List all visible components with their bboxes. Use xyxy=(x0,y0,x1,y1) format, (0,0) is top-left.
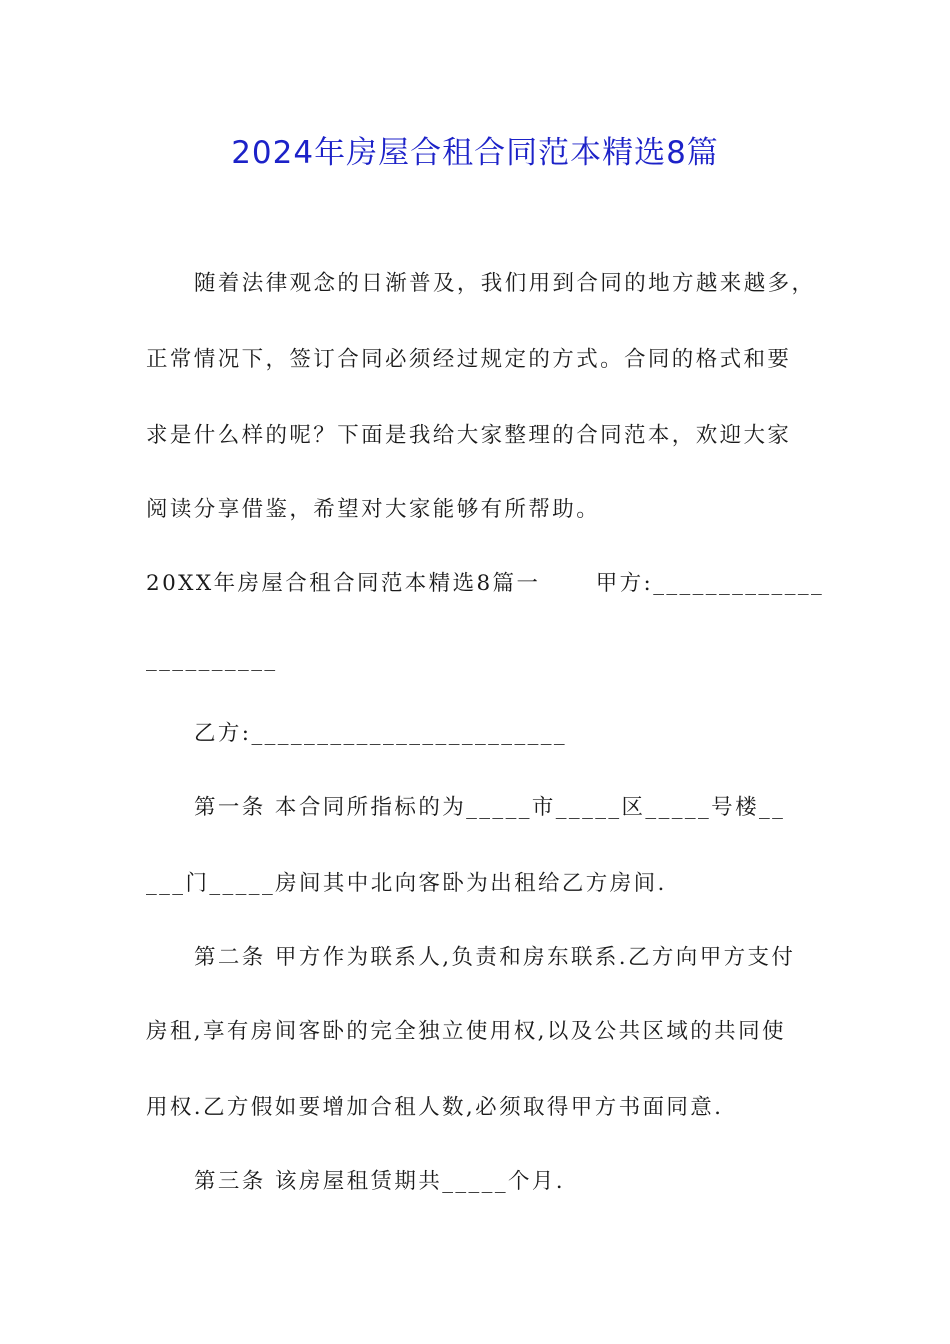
intro-line-2: 正常情况下，签订合同必须经过规定的方式。合同的格式和要 xyxy=(146,347,792,372)
document-title: 2024年房屋合租合同范本精选8篇 xyxy=(231,135,719,171)
intro-line-1: 随着法律观念的日渐普及，我们用到合同的地方越来越多， xyxy=(194,271,816,296)
intro-line-4: 阅读分享借鉴，希望对大家能够有所帮助。 xyxy=(146,497,601,522)
clause-1-line-1: 第一条 本合同所指标的为_____市_____区_____号楼__ xyxy=(194,795,786,820)
party-b-line: 乙方:________________________ xyxy=(194,721,568,746)
section-heading-party-a: 20XX年房屋合租合同范本精选8篇一 甲方:_____________ xyxy=(146,571,825,596)
intro-line-3: 求是什么样的呢？下面是我给大家整理的合同范本，欢迎大家 xyxy=(146,423,792,448)
clause-2-line-1: 第二条 甲方作为联系人,负责和房东联系.乙方向甲方支付 xyxy=(194,945,796,970)
clause-2-line-3: 用权.乙方假如要增加合租人数,必须取得甲方书面同意. xyxy=(146,1095,724,1120)
clause-2-line-2: 房租,享有房间客卧的完全独立使用权,以及公共区域的共同使 xyxy=(146,1019,786,1044)
clause-1-line-2: ___门_____房间其中北向客卧为出租给乙方房间. xyxy=(146,871,667,896)
party-a-blank-continuation: __________ xyxy=(146,647,278,672)
clause-3-line-1: 第三条 该房屋租赁期共_____个月. xyxy=(194,1169,566,1194)
